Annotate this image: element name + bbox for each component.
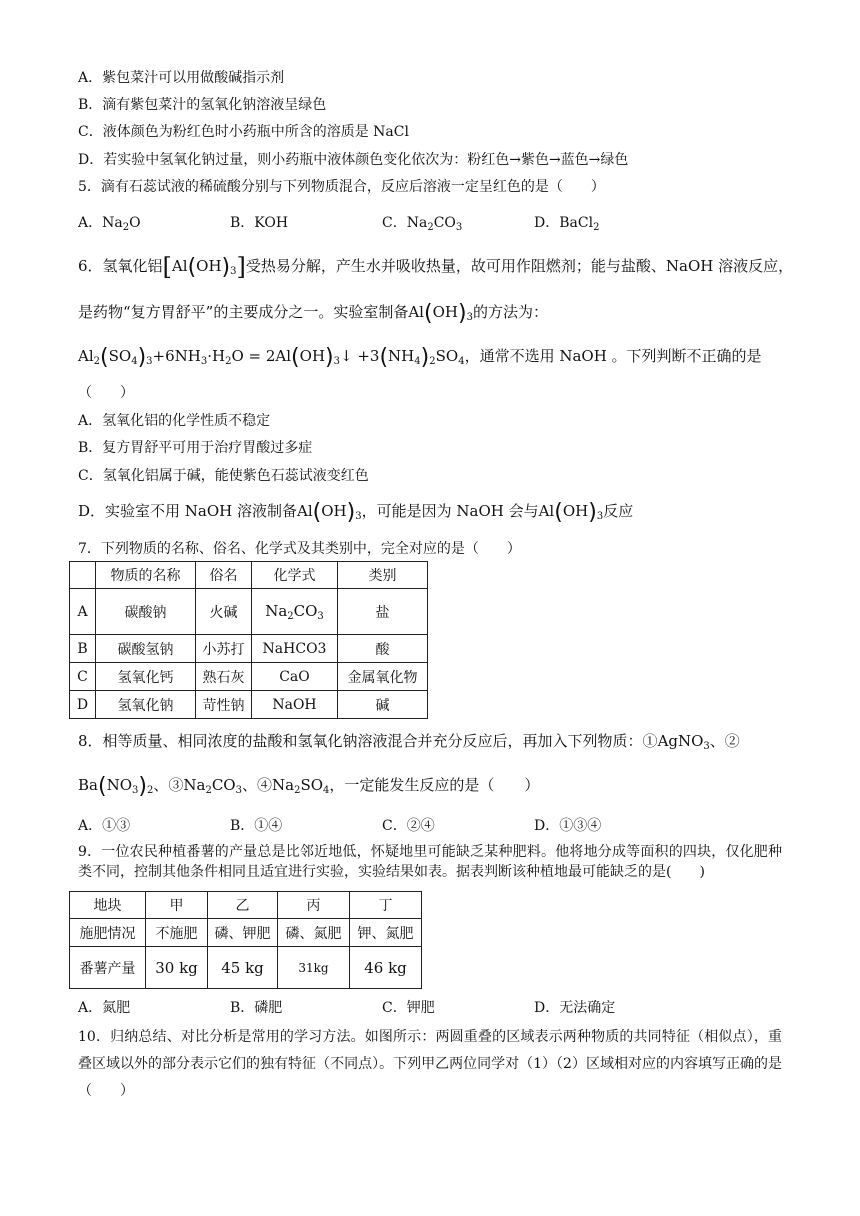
table-cell: $Na_2CO_3$ — [252, 589, 338, 635]
table-cell: 苛性钠 — [196, 691, 252, 719]
q8-options — [78, 815, 782, 837]
q5-option-c: C．$Na_2CO_3$ — [382, 215, 463, 233]
table-cell: 酸 — [338, 635, 428, 663]
q9-option-b: B．磷肥 — [230, 1000, 283, 1016]
table-cell: 46 kg — [350, 947, 422, 989]
table-row — [70, 663, 428, 691]
q7-header-row — [70, 562, 428, 589]
table-cell: 火碱 — [196, 589, 252, 635]
table-cell: 钾、氮肥 — [350, 919, 422, 947]
table-cell: 31kg — [278, 947, 350, 989]
q9-stem: 9．一位农民种植番薯的产量总是比邻近地低，怀疑地里可能缺乏某种肥料。他将地分成等面积的四块，仅化肥种类不同，控制其他条件相同且适宜进行实验，实验结果如表。据表判断该种植地最可能缺乏的是( ) — [78, 844, 782, 880]
q6-option-c: C．氢氧化铝属于碱，能使紫色石蕊试液变红色 — [78, 468, 369, 484]
table-cell: 碳酸钠 — [96, 589, 196, 635]
table-cell: NaOH — [252, 691, 338, 719]
q5-stem: 5．滴有石蕊试液的稀硫酸分别与下列物质混合，反应后溶液一定呈红色的是（ ） — [78, 179, 605, 195]
q5-option-d: D．BaCl$_2$ — [534, 215, 600, 233]
q5-option-b: B．KOH — [230, 215, 289, 231]
q5-option-a: A．$Na_2O$ — [78, 215, 141, 233]
q8-option-c: C．②④ — [382, 818, 435, 834]
table-cell: 45 kg — [208, 947, 278, 989]
q10-stem: 10．归纳总结、对比分析是常用的学习方法。如图所示：两圆重叠的区域表示两种物质的共同特征（相似点），重叠区域以外的部分表示它们的独有特征（不同点）。下列甲乙两位同学对（1）（2）区域相对应的内容填写正确的是（ ） — [78, 1029, 782, 1099]
q7-table — [69, 561, 428, 719]
q6-option-d: D．实验室不用 NaOH 溶液制备$Al(OH)_3$，可能是因为 NaOH 会与$Al(OH)_3$反应 — [78, 500, 634, 525]
q6-equation: $Al_2(SO_4)_3+6NH_3\cdot H_2O$ = $2Al(OH)_3↓ +3(NH_4)_2SO_4$，通常不选用 NaOH 。下列判断不正确的是 — [78, 345, 762, 370]
table-cell: 碱 — [338, 691, 428, 719]
q6-line2: 是药物“复方胃舒平”的主要成分之一。实验室制备$Al(OH)_3$的方法为： — [78, 301, 548, 326]
table-cell: 盐 — [338, 589, 428, 635]
q9-option-a: A．氮肥 — [78, 1000, 131, 1016]
q9-option-d: D．无法确定 — [534, 1000, 616, 1016]
q7-header-cell: 化学式 — [252, 562, 338, 589]
table-cell: 氢氧化钠 — [96, 691, 196, 719]
q8-line1: 8．相等质量、相同浓度的盐酸和氢氧化钠溶液混合并充分反应后，再加入下列物质：①AgNO$_3$、② — [78, 732, 740, 752]
table-row — [70, 635, 428, 663]
table-cell: C — [70, 663, 96, 691]
q9-header-cell: 丁 — [350, 892, 422, 919]
q9-options — [78, 997, 782, 1019]
q8-line2: $Ba(NO_3)_2$、$③Na_2CO_3$、$④Na_2SO_4$，一定能发生反应的是（ ） — [78, 774, 540, 799]
table-cell: 金属氧化物 — [338, 663, 428, 691]
table-row — [70, 919, 422, 947]
table-cell: NaHCO3 — [252, 635, 338, 663]
q9-header-cell: 乙 — [208, 892, 278, 919]
q6-option-b: B．复方胃舒平可用于治疗胃酸过多症 — [78, 440, 313, 456]
table-cell: 施肥情况 — [70, 919, 146, 947]
q8-option-a: A．①③ — [78, 818, 131, 834]
table-row — [70, 589, 428, 635]
q8-option-b: B．①④ — [230, 818, 283, 834]
q6-option-a: A．氢氧化铝的化学性质不稳定 — [78, 413, 271, 429]
table-cell: 30 kg — [146, 947, 208, 989]
q7-header-cell: 类别 — [338, 562, 428, 589]
table-cell: 碳酸氢钠 — [96, 635, 196, 663]
q8-option-d: D．①③④ — [534, 818, 602, 834]
q9-header-cell: 甲 — [146, 892, 208, 919]
table-cell: B — [70, 635, 96, 663]
table-cell: 番薯产量 — [70, 947, 146, 989]
q6-line1: 6．氢氧化铝$[Al(OH)_3]$受热易分解，产生水并吸收热量，故可用作阻燃剂；能与盐酸、NaOH 溶液反应， — [78, 253, 794, 281]
q4-option-d: D．若实验中氢氧化钠过量，则小药瓶中液体颜色变化依次为：粉红色→紫色→蓝色→绿色 — [78, 152, 629, 168]
table-cell: 氢氧化钙 — [96, 663, 196, 691]
q7-header-cell: 俗名 — [196, 562, 252, 589]
table-cell: 磷、氮肥 — [278, 919, 350, 947]
q4-option-c: C．液体颜色为粉红色时小药瓶中所含的溶质是 NaCl — [78, 124, 409, 140]
q9-option-c: C．钾肥 — [382, 1000, 435, 1016]
table-cell: D — [70, 691, 96, 719]
q5-options — [78, 212, 782, 234]
table-cell: 磷、钾肥 — [208, 919, 278, 947]
q7-header-cell: 物质的名称 — [96, 562, 196, 589]
q9-header-row — [70, 892, 422, 919]
q9-header-cell: 丙 — [278, 892, 350, 919]
table-cell: 小苏打 — [196, 635, 252, 663]
table-row — [70, 691, 428, 719]
table-cell: CaO — [252, 663, 338, 691]
table-row — [70, 947, 422, 989]
q4-option-b: B．滴有紫包菜汁的氢氧化钠溶液呈绿色 — [78, 97, 327, 113]
q9-table — [69, 891, 422, 989]
q9-header-cell: 地块 — [70, 892, 146, 919]
table-cell: 不施肥 — [146, 919, 208, 947]
table-cell: 熟石灰 — [196, 663, 252, 691]
q4-option-a: A．紫包菜汁可以用做酸碱指示剂 — [78, 70, 285, 86]
q6-answer-paren: （ ） — [78, 385, 134, 401]
q7-header-cell — [70, 562, 96, 589]
table-cell: A — [70, 589, 96, 635]
q7-stem: 7．下列物质的名称、俗名、化学式及其类别中，完全对应的是（ ） — [78, 541, 521, 557]
